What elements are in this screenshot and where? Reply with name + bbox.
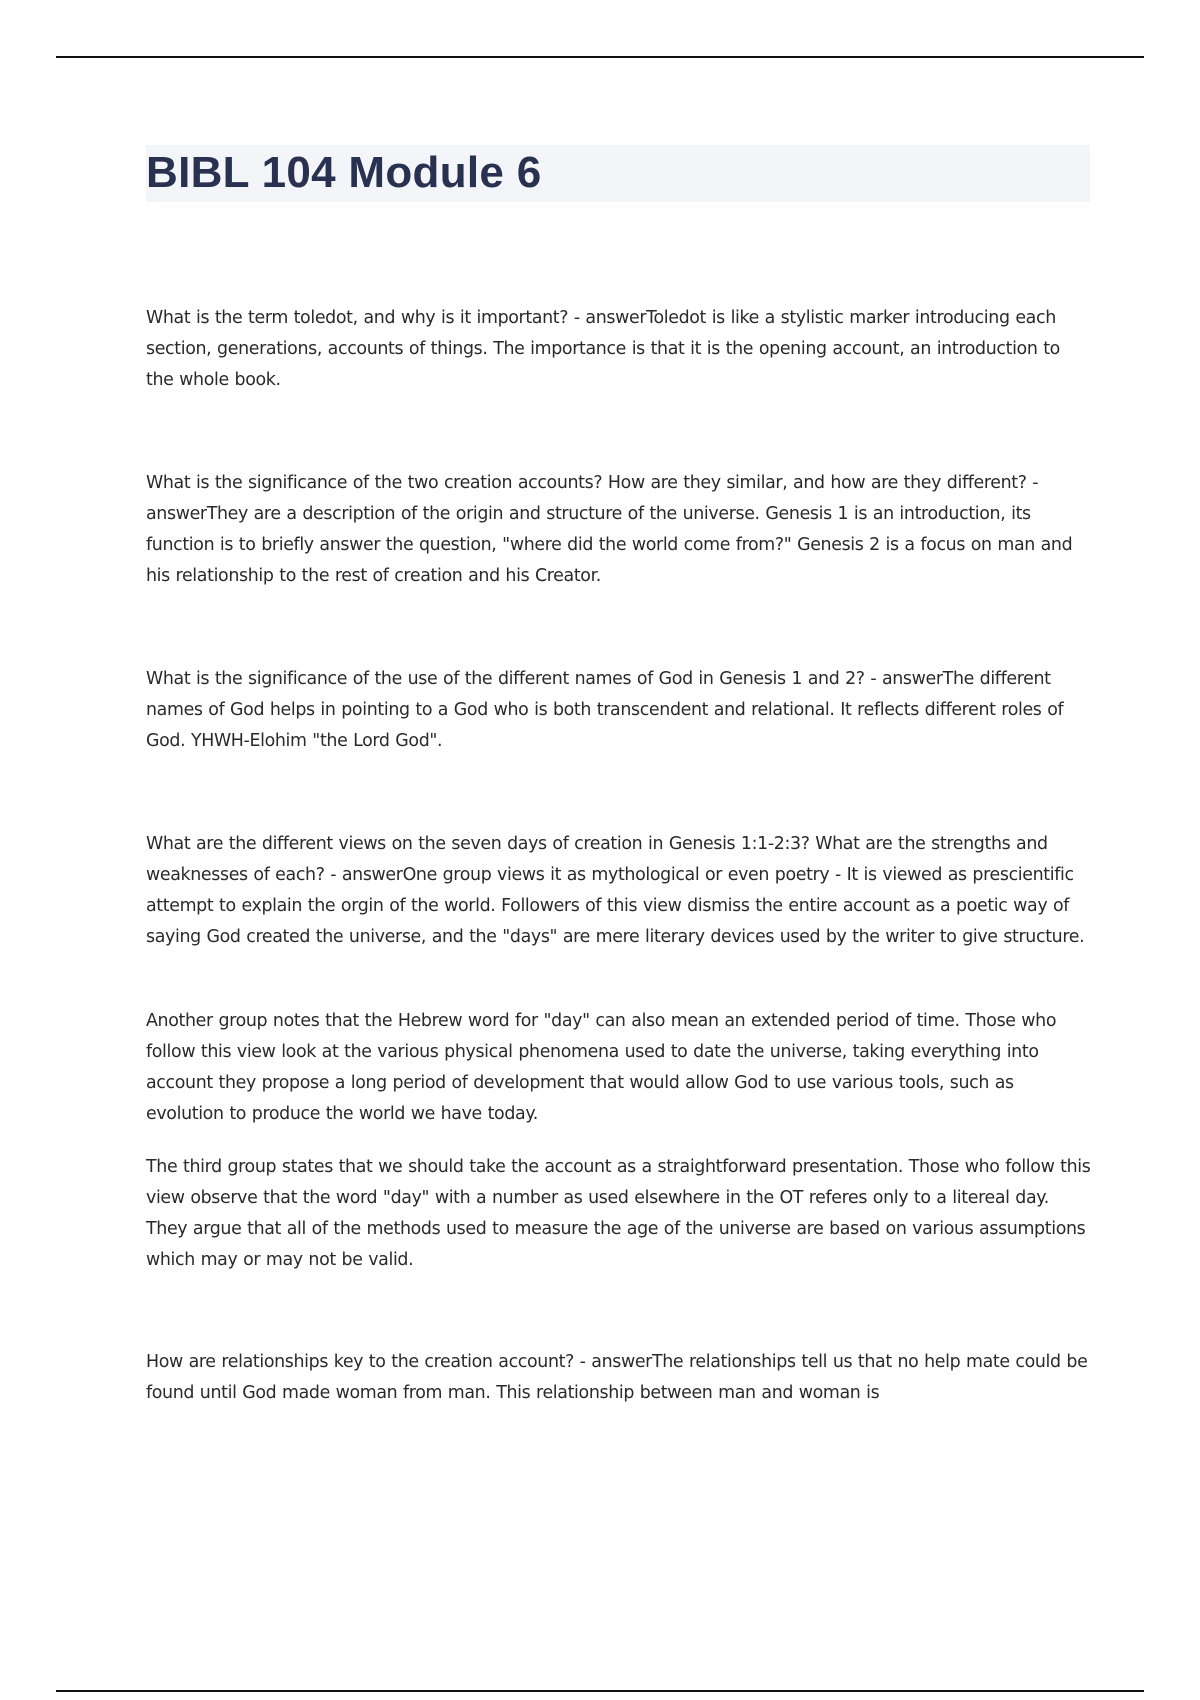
qa-paragraph-creation-accounts: What is the significance of the two creation accounts? How are they similar, and how are they different? - answerThey are a description of the origin and structure of the universe. Genesis 1 is an introduction, its function is to briefly answer the question, "where did the world come from?" Genesis 2 is a focus on man and his relationship to the rest of creation and his Creator.: [146, 473, 1073, 586]
top-rule: [56, 56, 1144, 58]
qa-paragraph-seven-days: What are the different views on the seven days of creation in Genesis 1:1-2:3? What are the strengths and weaknesses of each? - answerOne group views it as mythological or even poetry - It is viewed as prescientific attempt to explain the orgin of the world. Followers of this view dismiss the entire account as a poetic way of saying God created the universe, and the "days" are mere literary devices used by the writer to give structure.: [146, 834, 1085, 947]
qa-paragraph-day-age-view: Another group notes that the Hebrew word for "day" can also mean an extended period of time. Those who follow this view look at the various physical phenomena used to date the universe, taking everything into account they propose a long period of development that would allow God to use various tools, such as evolution to produce the world we have today.: [146, 1011, 1057, 1124]
qa-paragraph-literal-day-view: The third group states that we should take the account as a straightforward presentation. Those who follow this view observe that the word "day" with a number as used elsewhere in the OT referes only to a litereal day. They argue that all of the methods used to measure the age of the universe are based on various assumptions which may or may not be valid.: [146, 1157, 1091, 1270]
bottom-rule: [56, 1690, 1144, 1692]
qa-paragraph-names-of-god: What is the significance of the use of the different names of God in Genesis 1 and 2? - answerThe different names of God helps in pointing to a God who is both transcendent and relational. It reflects different roles of God. YHWH-Elohim "the Lord God".: [146, 669, 1064, 751]
qa-paragraph-relationships: How are relationships key to the creation account? - answerThe relationships tell us that no help mate could be found until God made woman from man. This relationship between man and woman is: [146, 1352, 1088, 1403]
document-title: BIBL 104 Module 6: [146, 148, 542, 197]
qa-paragraph-toledot: What is the term toledot, and why is it important? - answerToledot is like a stylistic marker introducing each section, generations, accounts of things. The importance is that it is the opening account, an introduction to the whole book.: [146, 308, 1060, 390]
